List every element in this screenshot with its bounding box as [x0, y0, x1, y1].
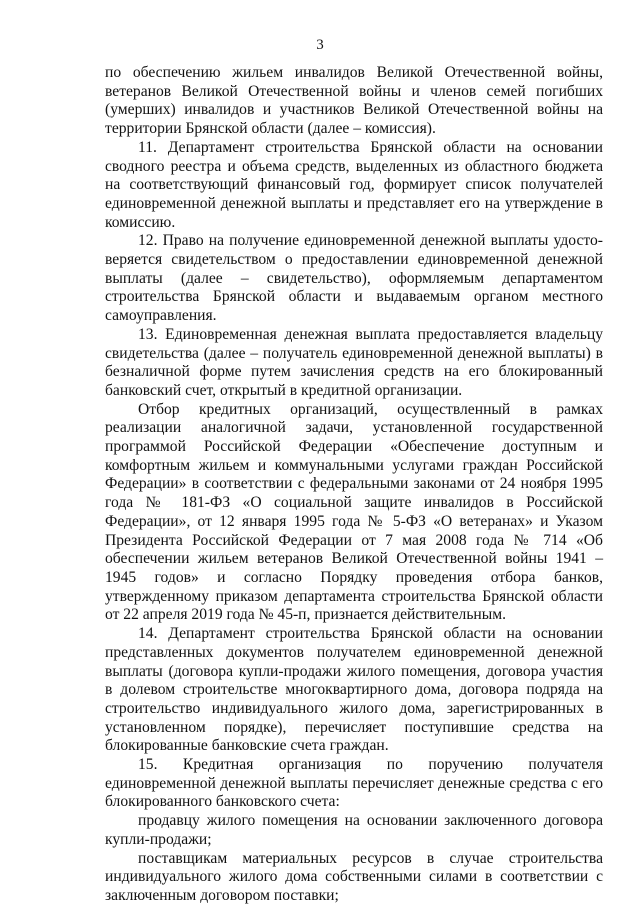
paragraph-commission-continuation: по обеспечению жильем инвалидов Великой Отечественной войны, ветеранов Великой Отечественной войны и членов семей погибших (умерших) инвалидов и участников Великой Отечественной войны на территории Брянской области (далее – комиссия).: [105, 64, 603, 138]
page-number: 3: [316, 37, 324, 53]
paragraph-13: 13. Единовременная денежная выплата предоставляется владельцу свидетельства (далее – получатель единовременной денежной выплаты) в безналичной форме путем зачисления средств на его блокированный банковский счет, открытый в кредитной организации.: [105, 325, 603, 399]
paragraph-11: 11. Департамент строительства Брянской области на основании сводного реестра и объема средств, выделенных из областного бюджета на соответствующий финансовый год, формирует список получателей единовременной денежной выплаты и представляет его на утверждение в комиссию.: [105, 138, 603, 231]
paragraph-bank-selection: Отбор кредитных организаций, осуществленный в рамках реализации аналогичной задачи, установленной государственной программой Российской Федерации «Обеспечение доступным и комфортным жильем и коммунальными услугами граждан Российской Федерации» в соответствии с федеральными законами от 24 ноября 1995 года № 181-ФЗ «О социальной защите инвалидов в Российской Федерации», от 12 января 1995 года № 5-ФЗ «О ветеранах» и Указом Президента Российской Федерации от 7 мая 2008 года № 714 «Об обеспечении жильем ветеранов Великой Отечественной войны 1941 – 1945 годов» и согласно Порядку проведения отбора банков, утвержденному приказом департамента строительства Брянской области от 22 апреля 2019 года № 45-п, признается действительным.: [105, 400, 603, 624]
document-body: [105, 64, 603, 906]
paragraph-suppliers: поставщикам материальных ресурсов в случае строительства индивидуального жилого дома собственными силами в соответствии с заключенным договором поставки;: [105, 849, 603, 904]
paragraph-seller: продавцу жилого помещения на основании заключенного договора купли-продажи;: [105, 812, 603, 848]
paragraph-12: 12. Право на получение единовременной денежной выплаты удостоверяется свидетельством о предоставлении единовременной денежной выплаты (далее – свидетельство), оформляемым департаментом строительства Брянской области и выдаваемым органом местного самоуправления.: [105, 232, 603, 325]
paragraph-14: 14. Департамент строительства Брянской области на основании представленных документов получателем единовременной денежной выплаты (договора купли-продажи жилого помещения, договора участия в долевом строительстве многоквартирного дома, договора подряда на строительство индивидуального жилого дома, зарегистрированных в установленном порядке), перечисляет поступившие средства на блокированные банковские счета граждан.: [105, 625, 603, 755]
paragraph-15: 15. Кредитная организация по поручению получателя единовременной денежной выплаты перечисляет денежные средства с его блокированного банковского счета:: [105, 756, 603, 811]
